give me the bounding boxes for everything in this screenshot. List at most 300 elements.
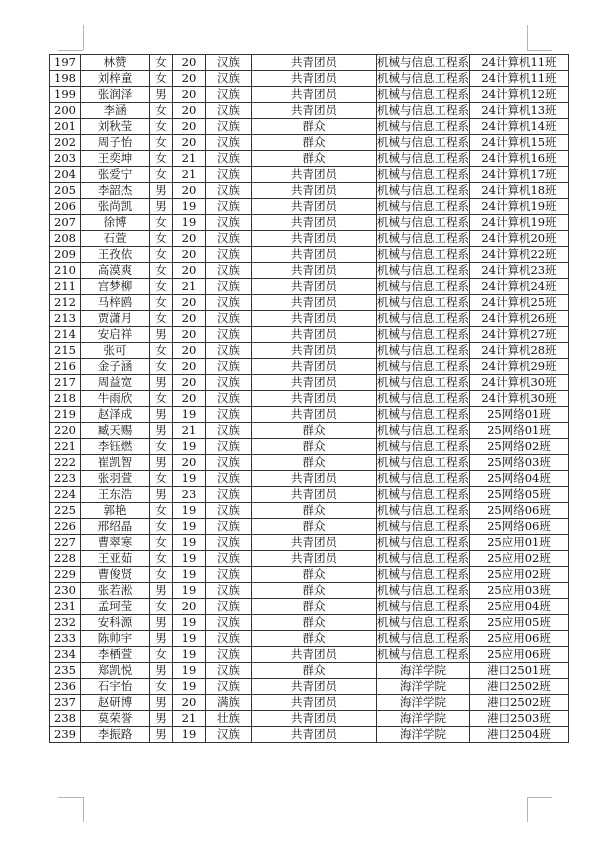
age-cell: 20 [173, 247, 206, 263]
row-number-cell: 231 [50, 599, 81, 615]
class-name-cell: 24计算机28班 [470, 343, 569, 359]
gender-cell: 男 [150, 631, 173, 647]
political-status-cell: 群众 [252, 439, 377, 455]
department-cell: 机械与信息工程系 [377, 471, 469, 485]
row-number-cell: 215 [50, 343, 81, 359]
political-status-cell: 共青团员 [252, 695, 377, 711]
gender-cell: 女 [150, 167, 173, 183]
gender-cell: 女 [150, 599, 173, 615]
ethnicity-cell: 汉族 [206, 311, 252, 327]
gender-cell: 男 [150, 87, 173, 103]
age-cell: 20 [173, 455, 206, 471]
political-status-cell: 共青团员 [252, 391, 377, 407]
ethnicity-cell: 汉族 [206, 471, 252, 487]
department-cell: 机械与信息工程系 [377, 103, 469, 117]
class-name-cell: 港口2502班 [470, 679, 569, 695]
age-cell: 19 [173, 503, 206, 519]
political-status-cell: 共青团员 [252, 375, 377, 391]
gender-cell: 女 [150, 215, 173, 231]
table-row [50, 535, 569, 551]
student-name-cell: 宫梦柳 [81, 279, 150, 295]
gender-cell: 女 [150, 71, 173, 87]
table-row [50, 471, 569, 487]
ethnicity-cell: 汉族 [206, 343, 252, 359]
table-row [50, 183, 569, 199]
ethnicity-cell: 汉族 [206, 375, 252, 391]
ethnicity-cell: 汉族 [206, 327, 252, 343]
class-name-cell: 24计算机12班 [470, 87, 569, 103]
political-status-cell: 共青团员 [252, 679, 377, 695]
table-row [50, 583, 569, 599]
gender-cell: 男 [150, 423, 173, 439]
political-status-cell: 共青团员 [252, 71, 377, 87]
table-row [50, 551, 569, 567]
age-cell: 19 [173, 679, 206, 695]
class-name-cell: 25网络01班 [470, 407, 569, 423]
class-name-cell: 25应用06班 [470, 631, 569, 647]
row-number-cell: 213 [50, 311, 81, 327]
ethnicity-cell: 汉族 [206, 567, 252, 583]
gender-cell: 女 [150, 535, 173, 551]
row-number-cell: 200 [50, 103, 81, 119]
row-number-cell: 221 [50, 439, 81, 455]
gender-cell: 女 [150, 567, 173, 583]
political-status-cell: 共青团员 [252, 55, 377, 71]
gender-cell: 女 [150, 391, 173, 407]
row-number-cell: 209 [50, 247, 81, 263]
department-cell: 机械与信息工程系 [377, 599, 469, 613]
age-cell: 19 [173, 519, 206, 535]
crop-mark [58, 797, 83, 798]
row-number-cell: 208 [50, 231, 81, 247]
age-cell: 21 [173, 279, 206, 295]
ethnicity-cell: 汉族 [206, 535, 252, 551]
ethnicity-cell: 汉族 [206, 231, 252, 247]
department-cell: 机械与信息工程系 [377, 407, 469, 421]
row-number-cell: 238 [50, 711, 81, 727]
age-cell: 19 [173, 535, 206, 551]
department-cell: 机械与信息工程系 [377, 519, 469, 533]
department-cell: 机械与信息工程系 [377, 343, 469, 357]
ethnicity-cell: 满族 [206, 695, 252, 711]
ethnicity-cell: 汉族 [206, 71, 252, 87]
row-number-cell: 223 [50, 471, 81, 487]
student-name-cell: 郑凯悦 [81, 663, 150, 679]
department-cell: 机械与信息工程系 [377, 199, 469, 213]
age-cell: 19 [173, 647, 206, 663]
age-cell: 20 [173, 311, 206, 327]
political-status-cell: 群众 [252, 151, 377, 167]
student-name-cell: 王东浩 [81, 487, 150, 503]
student-name-cell: 高漠爽 [81, 263, 150, 279]
table-row [50, 231, 569, 247]
department-cell: 机械与信息工程系 [377, 231, 469, 245]
table-row [50, 311, 569, 327]
ethnicity-cell: 汉族 [206, 183, 252, 199]
ethnicity-cell: 汉族 [206, 295, 252, 311]
crop-mark [58, 50, 83, 51]
row-number-cell: 239 [50, 727, 81, 743]
political-status-cell: 共青团员 [252, 711, 377, 727]
gender-cell: 女 [150, 647, 173, 663]
age-cell: 19 [173, 727, 206, 743]
student-name-cell: 莫荣誉 [81, 711, 150, 727]
table-row [50, 647, 569, 663]
ethnicity-cell: 汉族 [206, 135, 252, 151]
age-cell: 20 [173, 343, 206, 359]
table-row [50, 455, 569, 471]
student-name-cell: 李钰燃 [81, 439, 150, 455]
ethnicity-cell: 汉族 [206, 727, 252, 743]
student-name-cell: 邢绍晶 [81, 519, 150, 535]
row-number-cell: 199 [50, 87, 81, 103]
table-row [50, 103, 569, 119]
row-number-cell: 202 [50, 135, 81, 151]
age-cell: 20 [173, 295, 206, 311]
gender-cell: 女 [150, 679, 173, 695]
table-row [50, 711, 569, 727]
department-cell: 机械与信息工程系 [377, 263, 469, 277]
department-cell: 机械与信息工程系 [377, 311, 469, 325]
gender-cell: 女 [150, 295, 173, 311]
class-name-cell: 24计算机14班 [470, 119, 569, 135]
political-status-cell: 共青团员 [252, 183, 377, 199]
row-number-cell: 220 [50, 423, 81, 439]
age-cell: 19 [173, 583, 206, 599]
table-row [50, 263, 569, 279]
class-name-cell: 25网络05班 [470, 487, 569, 503]
department-cell: 机械与信息工程系 [377, 647, 469, 661]
ethnicity-cell: 汉族 [206, 631, 252, 647]
table-row [50, 567, 569, 583]
ethnicity-cell: 汉族 [206, 119, 252, 135]
political-status-cell: 共青团员 [252, 279, 377, 295]
gender-cell: 女 [150, 247, 173, 263]
student-name-cell: 张若淞 [81, 583, 150, 599]
table-row [50, 87, 569, 103]
row-number-cell: 197 [50, 55, 81, 71]
age-cell: 21 [173, 167, 206, 183]
table-row [50, 199, 569, 215]
student-name-cell: 王亚茹 [81, 551, 150, 567]
political-status-cell: 共青团员 [252, 535, 377, 551]
student-name-cell: 安科源 [81, 615, 150, 631]
table-row [50, 71, 569, 87]
department-cell: 机械与信息工程系 [377, 391, 469, 405]
student-name-cell: 贾潇月 [81, 311, 150, 327]
row-number-cell: 198 [50, 71, 81, 87]
class-name-cell: 24计算机13班 [470, 103, 569, 119]
department-cell: 机械与信息工程系 [377, 503, 469, 517]
political-status-cell: 群众 [252, 423, 377, 439]
department-cell: 机械与信息工程系 [377, 423, 469, 437]
ethnicity-cell: 汉族 [206, 455, 252, 471]
student-name-cell: 刘秋莹 [81, 119, 150, 135]
department-cell: 机械与信息工程系 [377, 279, 469, 293]
ethnicity-cell: 汉族 [206, 215, 252, 231]
row-number-cell: 226 [50, 519, 81, 535]
student-name-cell: 李韶杰 [81, 183, 150, 199]
row-number-cell: 222 [50, 455, 81, 471]
class-name-cell: 24计算机18班 [470, 183, 569, 199]
gender-cell: 女 [150, 471, 173, 487]
political-status-cell: 群众 [252, 455, 377, 471]
department-cell: 机械与信息工程系 [377, 439, 469, 453]
row-number-cell: 233 [50, 631, 81, 647]
department-cell: 机械与信息工程系 [377, 567, 469, 581]
row-number-cell: 225 [50, 503, 81, 519]
class-name-cell: 24计算机16班 [470, 151, 569, 167]
gender-cell: 女 [150, 103, 173, 119]
gender-cell: 男 [150, 583, 173, 599]
table-row [50, 599, 569, 615]
table-row [50, 119, 569, 135]
table-row [50, 327, 569, 343]
department-cell: 机械与信息工程系 [377, 71, 469, 85]
age-cell: 23 [173, 487, 206, 503]
ethnicity-cell: 汉族 [206, 519, 252, 535]
student-name-cell: 刘梓童 [81, 71, 150, 87]
ethnicity-cell: 汉族 [206, 551, 252, 567]
student-name-cell: 徐博 [81, 215, 150, 231]
ethnicity-cell: 汉族 [206, 615, 252, 631]
age-cell: 21 [173, 423, 206, 439]
student-name-cell: 郭艳 [81, 503, 150, 519]
table-row [50, 295, 569, 311]
gender-cell: 女 [150, 279, 173, 295]
student-roster-table [49, 54, 569, 743]
row-number-cell: 227 [50, 535, 81, 551]
table-row [50, 727, 569, 743]
table-row [50, 55, 569, 71]
age-cell: 19 [173, 631, 206, 647]
row-number-cell: 237 [50, 695, 81, 711]
political-status-cell: 共青团员 [252, 471, 377, 487]
ethnicity-cell: 汉族 [206, 583, 252, 599]
political-status-cell: 共青团员 [252, 215, 377, 231]
student-name-cell: 臧天赐 [81, 423, 150, 439]
gender-cell: 男 [150, 727, 173, 743]
political-status-cell: 共青团员 [252, 247, 377, 263]
age-cell: 20 [173, 263, 206, 279]
class-name-cell: 24计算机17班 [470, 167, 569, 183]
row-number-cell: 206 [50, 199, 81, 215]
student-name-cell: 张润泽 [81, 87, 150, 103]
row-number-cell: 218 [50, 391, 81, 407]
gender-cell: 女 [150, 359, 173, 375]
political-status-cell: 群众 [252, 135, 377, 151]
age-cell: 19 [173, 471, 206, 487]
row-number-cell: 211 [50, 279, 81, 295]
ethnicity-cell: 汉族 [206, 247, 252, 263]
table-body [50, 55, 569, 743]
age-cell: 20 [173, 183, 206, 199]
student-name-cell: 李振路 [81, 727, 150, 743]
row-number-cell: 235 [50, 663, 81, 679]
age-cell: 21 [173, 711, 206, 727]
student-name-cell: 李涵 [81, 103, 150, 119]
gender-cell: 女 [150, 119, 173, 135]
gender-cell: 男 [150, 407, 173, 423]
ethnicity-cell: 汉族 [206, 103, 252, 119]
row-number-cell: 203 [50, 151, 81, 167]
student-name-cell: 张可 [81, 343, 150, 359]
class-name-cell: 24计算机15班 [470, 135, 569, 151]
age-cell: 20 [173, 119, 206, 135]
gender-cell: 男 [150, 615, 173, 631]
class-name-cell: 24计算机30班 [470, 375, 569, 391]
gender-cell: 女 [150, 263, 173, 279]
political-status-cell: 群众 [252, 119, 377, 135]
ethnicity-cell: 汉族 [206, 55, 252, 71]
class-name-cell: 24计算机24班 [470, 279, 569, 295]
political-status-cell: 共青团员 [252, 87, 377, 103]
gender-cell: 男 [150, 183, 173, 199]
gender-cell: 女 [150, 503, 173, 519]
gender-cell: 女 [150, 343, 173, 359]
student-name-cell: 金子涵 [81, 359, 150, 375]
table-row [50, 151, 569, 167]
ethnicity-cell: 汉族 [206, 151, 252, 167]
table-row [50, 439, 569, 455]
age-cell: 19 [173, 215, 206, 231]
political-status-cell: 共青团员 [252, 343, 377, 359]
gender-cell: 女 [150, 551, 173, 567]
student-name-cell: 崔凯智 [81, 455, 150, 471]
ethnicity-cell: 汉族 [206, 167, 252, 183]
row-number-cell: 217 [50, 375, 81, 391]
row-number-cell: 205 [50, 183, 81, 199]
ethnicity-cell: 汉族 [206, 199, 252, 215]
political-status-cell: 共青团员 [252, 231, 377, 247]
gender-cell: 男 [150, 455, 173, 471]
political-status-cell: 共青团员 [252, 263, 377, 279]
department-cell: 机械与信息工程系 [377, 87, 469, 101]
table-row [50, 487, 569, 503]
class-name-cell: 港口2501班 [470, 663, 569, 679]
age-cell: 19 [173, 439, 206, 455]
political-status-cell: 群众 [252, 567, 377, 583]
class-name-cell: 25应用02班 [470, 567, 569, 583]
table-row [50, 407, 569, 423]
student-name-cell: 周子怡 [81, 135, 150, 151]
student-name-cell: 赵泽成 [81, 407, 150, 423]
class-name-cell: 港口2504班 [470, 727, 569, 743]
department-cell: 海洋学院 [377, 695, 470, 711]
ethnicity-cell: 汉族 [206, 423, 252, 439]
gender-cell: 女 [150, 231, 173, 247]
student-name-cell: 张羽萱 [81, 471, 150, 487]
class-name-cell: 24计算机23班 [470, 263, 569, 279]
department-cell: 机械与信息工程系 [377, 615, 469, 629]
student-name-cell: 石宇怡 [81, 679, 150, 695]
department-cell: 机械与信息工程系 [377, 135, 469, 149]
ethnicity-cell: 汉族 [206, 391, 252, 407]
department-cell: 机械与信息工程系 [377, 295, 469, 309]
row-number-cell: 210 [50, 263, 81, 279]
table-row [50, 279, 569, 295]
ethnicity-cell: 汉族 [206, 599, 252, 615]
table-row [50, 359, 569, 375]
class-name-cell: 25应用03班 [470, 583, 569, 599]
student-name-cell: 周益宽 [81, 375, 150, 391]
political-status-cell: 群众 [252, 599, 377, 615]
student-name-cell: 牛雨欣 [81, 391, 150, 407]
class-name-cell: 25应用05班 [470, 615, 569, 631]
row-number-cell: 236 [50, 679, 81, 695]
class-name-cell: 25网络02班 [470, 439, 569, 455]
political-status-cell: 群众 [252, 503, 377, 519]
gender-cell: 女 [150, 311, 173, 327]
table-row [50, 423, 569, 439]
table-row [50, 391, 569, 407]
political-status-cell: 共青团员 [252, 327, 377, 343]
table-row [50, 247, 569, 263]
table-row [50, 631, 569, 647]
table-row [50, 519, 569, 535]
political-status-cell: 共青团员 [252, 551, 377, 567]
class-name-cell: 25网络01班 [470, 423, 569, 439]
class-name-cell: 港口2503班 [470, 711, 569, 727]
age-cell: 20 [173, 391, 206, 407]
political-status-cell: 共青团员 [252, 647, 377, 663]
gender-cell: 男 [150, 327, 173, 343]
ethnicity-cell: 汉族 [206, 263, 252, 279]
row-number-cell: 212 [50, 295, 81, 311]
gender-cell: 女 [150, 519, 173, 535]
class-name-cell: 24计算机26班 [470, 311, 569, 327]
department-cell: 海洋学院 [377, 679, 470, 695]
class-name-cell: 25应用06班 [470, 647, 569, 663]
political-status-cell: 共青团员 [252, 407, 377, 423]
political-status-cell: 共青团员 [252, 199, 377, 215]
table-row [50, 375, 569, 391]
row-number-cell: 228 [50, 551, 81, 567]
table-row [50, 215, 569, 231]
age-cell: 19 [173, 615, 206, 631]
class-name-cell: 24计算机20班 [470, 231, 569, 247]
age-cell: 20 [173, 55, 206, 71]
class-name-cell: 25应用01班 [470, 535, 569, 551]
class-name-cell: 24计算机11班 [470, 55, 569, 71]
political-status-cell: 群众 [252, 631, 377, 647]
gender-cell: 男 [150, 695, 173, 711]
table-row [50, 663, 569, 679]
ethnicity-cell: 汉族 [206, 487, 252, 503]
class-name-cell: 25网络06班 [470, 503, 569, 519]
class-name-cell: 24计算机19班 [470, 199, 569, 215]
ethnicity-cell: 汉族 [206, 439, 252, 455]
class-name-cell: 25应用04班 [470, 599, 569, 615]
department-cell: 机械与信息工程系 [377, 551, 469, 565]
class-name-cell: 24计算机11班 [470, 71, 569, 87]
age-cell: 19 [173, 199, 206, 215]
ethnicity-cell: 汉族 [206, 663, 252, 679]
political-status-cell: 共青团员 [252, 359, 377, 375]
department-cell: 海洋学院 [377, 711, 470, 727]
department-cell: 机械与信息工程系 [377, 119, 469, 133]
gender-cell: 男 [150, 487, 173, 503]
row-number-cell: 230 [50, 583, 81, 599]
gender-cell: 男 [150, 375, 173, 391]
student-name-cell: 曹翠寒 [81, 535, 150, 551]
political-status-cell: 共青团员 [252, 727, 377, 743]
table-row [50, 167, 569, 183]
class-name-cell: 24计算机30班 [470, 391, 569, 407]
student-name-cell: 马梓鸥 [81, 295, 150, 311]
age-cell: 20 [173, 695, 206, 711]
class-name-cell: 港口2502班 [470, 695, 569, 711]
